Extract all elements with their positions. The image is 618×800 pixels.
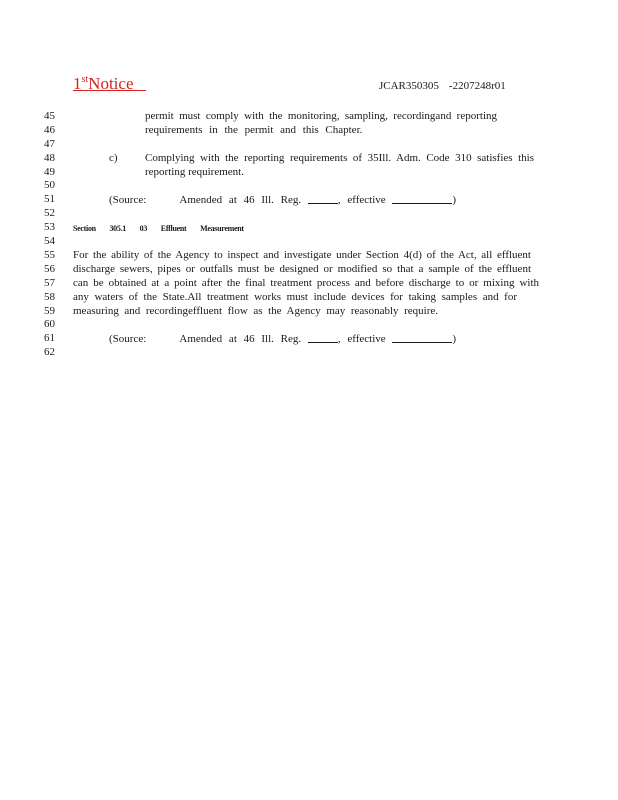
body-line-56: discharge sewers, pipes or outfalls must be designed or modified so that a sample of the effluent [73,263,531,275]
line-number: 49 [44,166,55,178]
line-number: 48 [44,152,55,164]
line-number: 45 [44,110,55,122]
body-line-58: any waters of the State.All treatment works must include devices for taking samples and for [73,291,517,303]
line-number: 54 [44,235,55,247]
section-heading: Section 305.1 03 Effluent Measurement [73,224,244,233]
line-number: 62 [44,346,55,358]
line-number: 51 [44,193,55,205]
line-number: 53 [44,221,55,233]
body-line-48: Complying with the reporting requirements of 35Ill. Adm. Code 310 satisfies this [145,152,534,164]
list-label-c: c) [109,152,118,164]
source-note-2: (Source: Amended at 46 Ill. Reg. , effective ) [109,333,457,345]
line-number: 50 [44,179,55,191]
line-number: 61 [44,332,55,344]
body-line-46: requirements in the permit and this Chapter. [145,124,363,136]
line-number: 59 [44,305,55,317]
body-line-49: reporting requirement. [145,166,244,178]
line-number: 52 [44,207,55,219]
notice-title: 1stNotice [73,74,134,93]
body-line-55: For the ability of the Agency to inspect and investigate under Section 4(d) of the Act, all effluent [73,249,531,261]
source-note-1: (Source: Amended at 46 Ill. Reg. , effective ) [109,194,457,206]
line-number: 57 [44,277,55,289]
line-number: 55 [44,249,55,261]
line-number: 58 [44,291,55,303]
body-line-57: can be obtained at a point after the final treatment process and before discharge to or mixing with [73,277,539,289]
page-header [73,74,543,96]
line-number: 47 [44,138,55,150]
line-number: 60 [44,318,55,330]
line-number: 46 [44,124,55,136]
document-id: JCAR350305 -2207248r01 [379,80,506,92]
body-line-59: measuring and recordingeffluent flow as the Agency may reasonably require. [73,305,438,317]
body-line-45: permit must comply with the monitoring, sampling, recordingand reporting [145,110,497,122]
line-number: 56 [44,263,55,275]
